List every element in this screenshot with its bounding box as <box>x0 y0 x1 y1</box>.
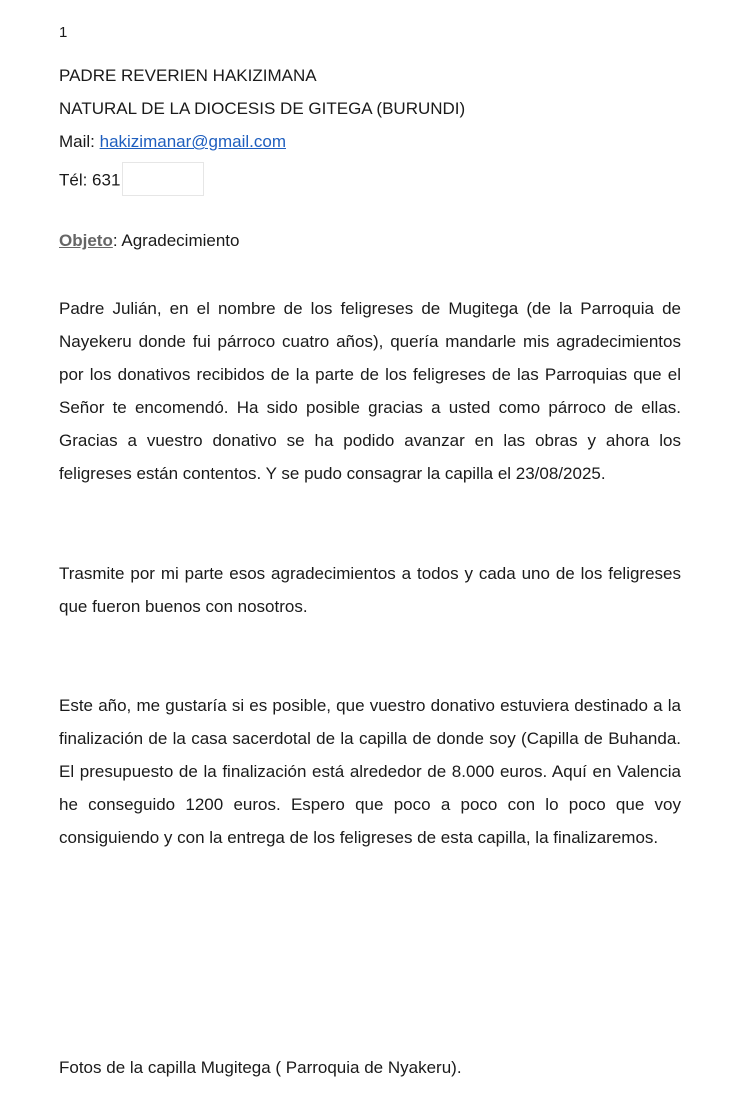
paragraph-thanks: Padre Julián, en el nombre de los feligreses de Mugitega (de la Parroquia de Nayekeru donde fui párroco cuatro años), quería mandarle mis agradecimientos por los donativos recibidos de la parte de los feligreses de las Parroquias que el Señor te encomendó. Ha sido posible gracias a usted como párroco de ellas. Gracias a vuestro donativo se ha podido avanzar en las obras y ahora los feligreses están contentos. Y se pudo consagrar la capilla el 23/08/2025. <box>59 299 681 483</box>
sender-name: PADRE REVERIEN HAKIZIMANA <box>59 66 317 85</box>
paragraph-request: Este año, me gustaría si es posible, que vuestro donativo estuviera destinado a la finalización de la casa sacerdotal de la capilla de donde soy (Capilla de Buhanda. El presupuesto de la finalización está alrededor de 8.000 euros. Aquí en Valencia he conseguido 1200 euros. Espero que poco a poco con lo poco que voy consiguiendo y con la entrega de los feligreses de esta capilla, la finalizaremos. <box>59 696 681 847</box>
subject-value: Agradecimiento <box>121 231 240 250</box>
phone-redaction-box <box>122 162 204 196</box>
mail-label: Mail: <box>59 132 100 151</box>
subject-line <box>59 230 239 252</box>
sender-phone-line <box>59 164 204 198</box>
subject-label: Objeto <box>59 231 113 250</box>
paragraph-transmit: Trasmite por mi parte esos agradecimientos a todos y cada uno de los feligreses que fueron buenos con nosotros. <box>59 564 681 616</box>
photos-caption: Fotos de la capilla Mugitega ( Parroquia de Nyakeru). <box>59 1058 462 1077</box>
sender-mail-line <box>59 131 286 153</box>
subject-separator: : <box>112 231 122 250</box>
sender-origin: NATURAL DE LA DIOCESIS DE GITEGA (BURUNDI) <box>59 99 466 118</box>
page-number: 1 <box>59 24 68 41</box>
email-link[interactable]: hakizimanar@gmail.com <box>99 132 286 151</box>
phone-label: Tél: 631 <box>59 170 121 190</box>
